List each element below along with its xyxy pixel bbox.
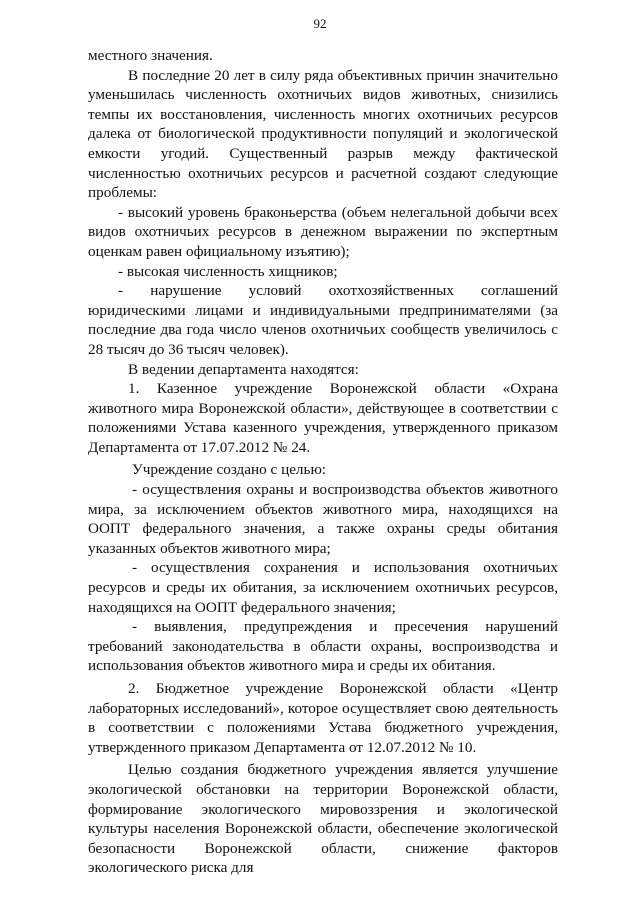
paragraph-institution-1: 1. Казенное учреждение Воронежской области «Охрана животного мира Воронежской области», действующее в соответствии с положениями Устава казенного учреждения, утвержденного приказом Департамента от 17.07.2012 № 24. bbox=[88, 380, 558, 456]
paragraph-department: В ведении департамента находятся: bbox=[128, 360, 359, 378]
paragraph-purpose: Учреждение создано с целью: bbox=[132, 461, 327, 479]
list-item-poaching: - высокий уровень браконьерства (объем нелегальной добычи всех видов охотничьих ресурсов в денежном выражении по экспертным оценкам равен официальному изъятию); bbox=[88, 203, 558, 260]
paragraph-intro: В последние 20 лет в силу ряда объективных причин значительно уменьшилась численность охотничьих видов животных, снизились темпы их восстановления, численность многих охотничьих ресурсов далека от биологической продуктивности популяций и экологической емкости угодий. Существенный разрыв между фактической численностью охотничьих ресурсов и расчетной создают следующие проблемы: bbox=[88, 66, 558, 202]
list-item-enforcement: - выявления, предупреждения и пресечения нарушений требований законодательства в области охраны, воспроизводства и использования объектов животного мира и среды их обитания. bbox=[88, 618, 558, 675]
list-item-conservation: - осуществления сохранения и использования охотничьих ресурсов и среды их обитания, за исключением охотничьих ресурсов, находящихся на ООПТ федерального значения; bbox=[88, 559, 558, 616]
page-number: 92 bbox=[313, 16, 327, 31]
body-text bbox=[88, 46, 558, 878]
paragraph-institution-2: 2. Бюджетное учреждение Воронежской области «Центр лабораторных исследований», которое осуществляет свою деятельность в соответствии с положениями Устава бюджетного учреждения, утвержденного приказом Департамента от 12.07.2012 № 10. bbox=[88, 680, 558, 756]
list-item-violations: - нарушение условий охотхозяйственных соглашений юридическими лицами и индивидуальными предпринимателями (за последние два года число членов охотничьих сообществ увеличилось с 28 тысяч до 36 тысяч человек). bbox=[88, 282, 558, 358]
paragraph-continuation: местного значения. bbox=[88, 47, 213, 64]
paragraph-goal: Целью создания бюджетного учреждения является улучшение экологической обстановки на территории Воронежской области, формирование экологического мировоззрения и экологической культуры населения Воронежской области, обеспечение экологической безопасности Воронежской области, снижение факторов экологического риска для bbox=[88, 761, 558, 877]
list-item-protection: - осуществления охраны и воспроизводства объектов животного мира, за исключением объектов животного мира, находящихся на ООПТ федерального значения, а также охраны среды обитания указанных объектов животного мира; bbox=[88, 481, 558, 557]
list-item-predators: - высокая численность хищников; bbox=[118, 262, 338, 280]
